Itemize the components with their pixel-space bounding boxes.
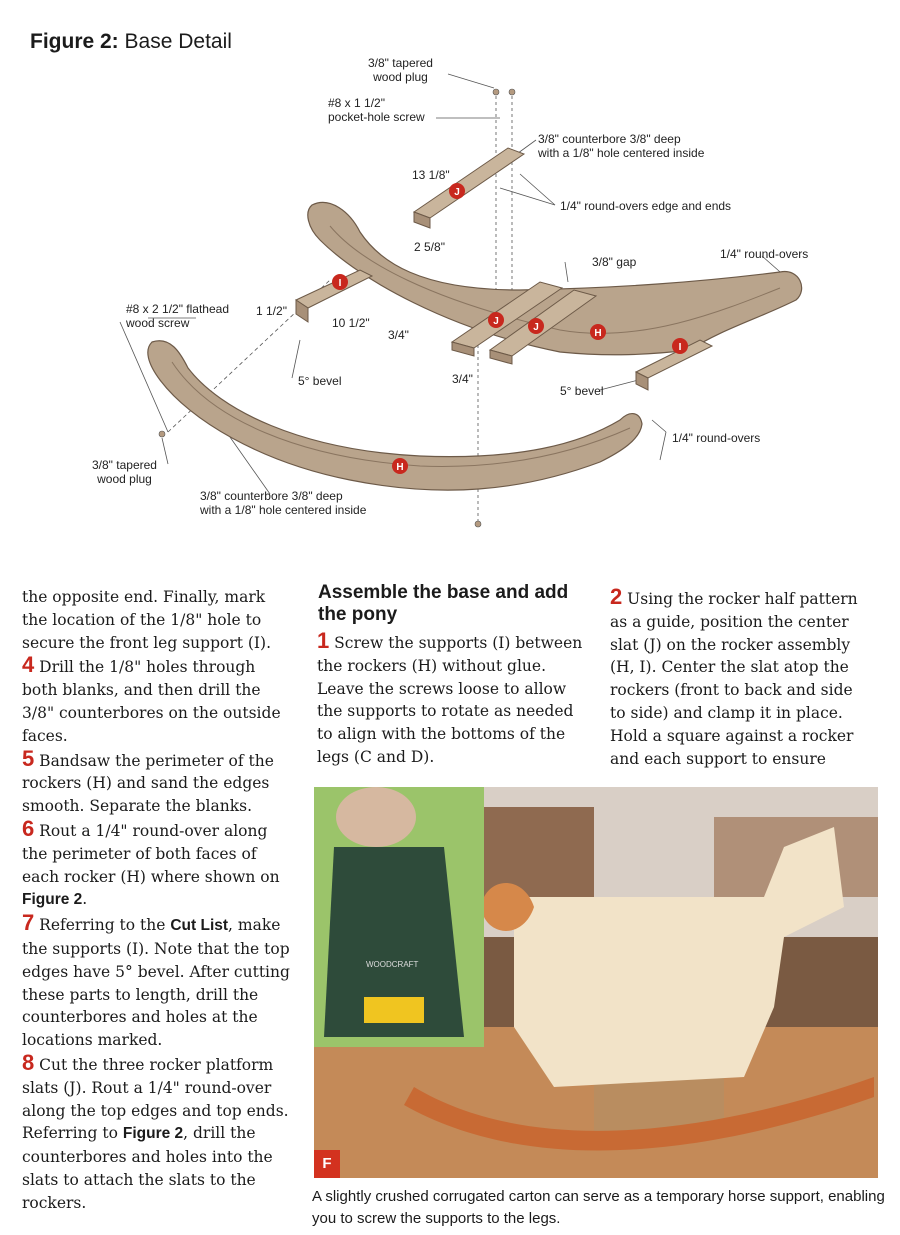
step-text-end: , make the supports (I). Note that the top edges have 5° bevel. After cutting these parts to length, drill the counterbores and holes at the locations marked. [22,916,290,1050]
step-number: 8 [22,1049,35,1075]
label-width-j: 2 5/8" [414,240,445,254]
svg-text:J: J [493,316,499,327]
label-counterbore-top: 3/8" counterbore 3/8" deep with a 1/8" hole centered inside [538,132,705,160]
label-roundovers-right: 1/4" round-overs [720,247,809,261]
step-text: Rout a 1/4" round-over along the perimeter of both faces of each rocker (H) where shown on [22,821,280,886]
figure-reference: Figure 2 [22,891,83,909]
step-text: Drill the 1/8" holes through both blanks, and then drill the 3/8" counterbores on the outside faces. [22,658,281,745]
rocker-back [308,202,802,354]
label-gap: 3/8" gap [592,255,637,269]
paragraph-text: the opposite end. Finally, mark the location of the 1/8" hole to secure the front leg support (I). [22,588,272,652]
svg-text:J: J [533,322,539,333]
figure-reference: Figure 2 [122,1125,184,1143]
label-dim-34a: 3/4" [388,328,409,342]
step-number: 7 [22,910,35,936]
text-column-1 [22,586,294,1215]
step-8 [22,1049,294,1215]
label-plug-top: 3/8" tapered wood plug [368,56,433,84]
step-text: Screw the supports (I) between the rockers (H) without glue. Leave the screws loose to allow the supports to rotate as needed to align with the bottoms of the legs (C and D). [317,634,583,766]
svg-text:H: H [594,328,602,339]
step-number: 1 [317,628,330,653]
svg-text:H: H [396,462,404,473]
svg-text:J: J [454,187,460,198]
photo-rocking-horse [314,787,878,1178]
figure-title-bold: Figure 2: [30,30,119,53]
svg-text:I: I [678,342,682,353]
photo-badge: F [314,1150,340,1178]
step-2 [610,586,872,770]
step-1 [317,630,592,769]
step-text-end: . [82,890,88,909]
photo-caption: A slightly crushed corrugated carton can serve as a temporary horse support, enabling you to screw the supports to the legs. [312,1188,885,1227]
svg-text:I: I [338,278,342,289]
step-number: 2 [610,584,623,609]
label-counterbore-bottom: 3/8" counterbore 3/8" deep with a 1/8" hole centered inside [200,489,367,517]
label-length-j: 13 1/8" [412,168,450,182]
support-left [296,270,372,308]
step-text: Cut the three rocker platform slats (J). Rout a 1/4" round-over along the top edges and top ends. Referring to [22,1055,289,1143]
label-height-i: 1 1/2" [256,304,287,318]
label-dim-34b: 3/4" [452,372,473,386]
step-number: 4 [22,652,35,678]
step-7 [22,912,294,1052]
paragraph [22,586,294,654]
label-plug-bottom: 3/8" tapered wood plug [92,458,157,486]
label-bevel-right: 5° bevel [560,384,604,398]
label-roundovers-bottom: 1/4" round-overs [672,431,761,445]
step-text: Bandsaw the perimeter of the rockers (H) and sand the edges smooth. Separate the blanks. [22,751,274,816]
slat-top [414,148,524,218]
step-4 [22,654,294,747]
step-number: 5 [22,745,35,771]
section-heading: Assemble the base and add the pony [318,582,569,625]
apron-logo: WOODCRAFT [366,960,419,969]
text-column-2 [317,630,592,769]
text-column-3 [610,586,872,770]
photo-illustration [314,787,878,1178]
label-bevel-left: 5° bevel [298,374,342,388]
label-screw-top: #8 x 1 1/2" pocket-hole screw [328,96,425,124]
cut-list-reference: Cut List [170,917,229,935]
step-text: Using the rocker half pattern as a guide, position the center slat (J) on the rocker assembly (H, I). Center the slat atop the rockers (front to back and side to side) and clamp it in place. Hold a square against a rocker and each support to ensure [610,590,858,768]
step-number: 6 [22,815,35,841]
step-text-end: , drill the counterbores and holes into the slats to attach the slats to the rockers. [22,1124,273,1212]
step-text: Referring to the [34,916,171,935]
figure-title-rest: Base Detail [118,30,232,53]
step-6 [22,815,294,912]
label-flathead-screw: #8 x 2 1/2" flathead wood screw [126,302,230,330]
label-length-i: 10 1/2" [332,316,370,330]
label-roundovers-edge: 1/4" round-overs edge and ends [560,199,732,213]
step-5 [22,745,294,818]
base-detail-diagram [0,0,900,580]
